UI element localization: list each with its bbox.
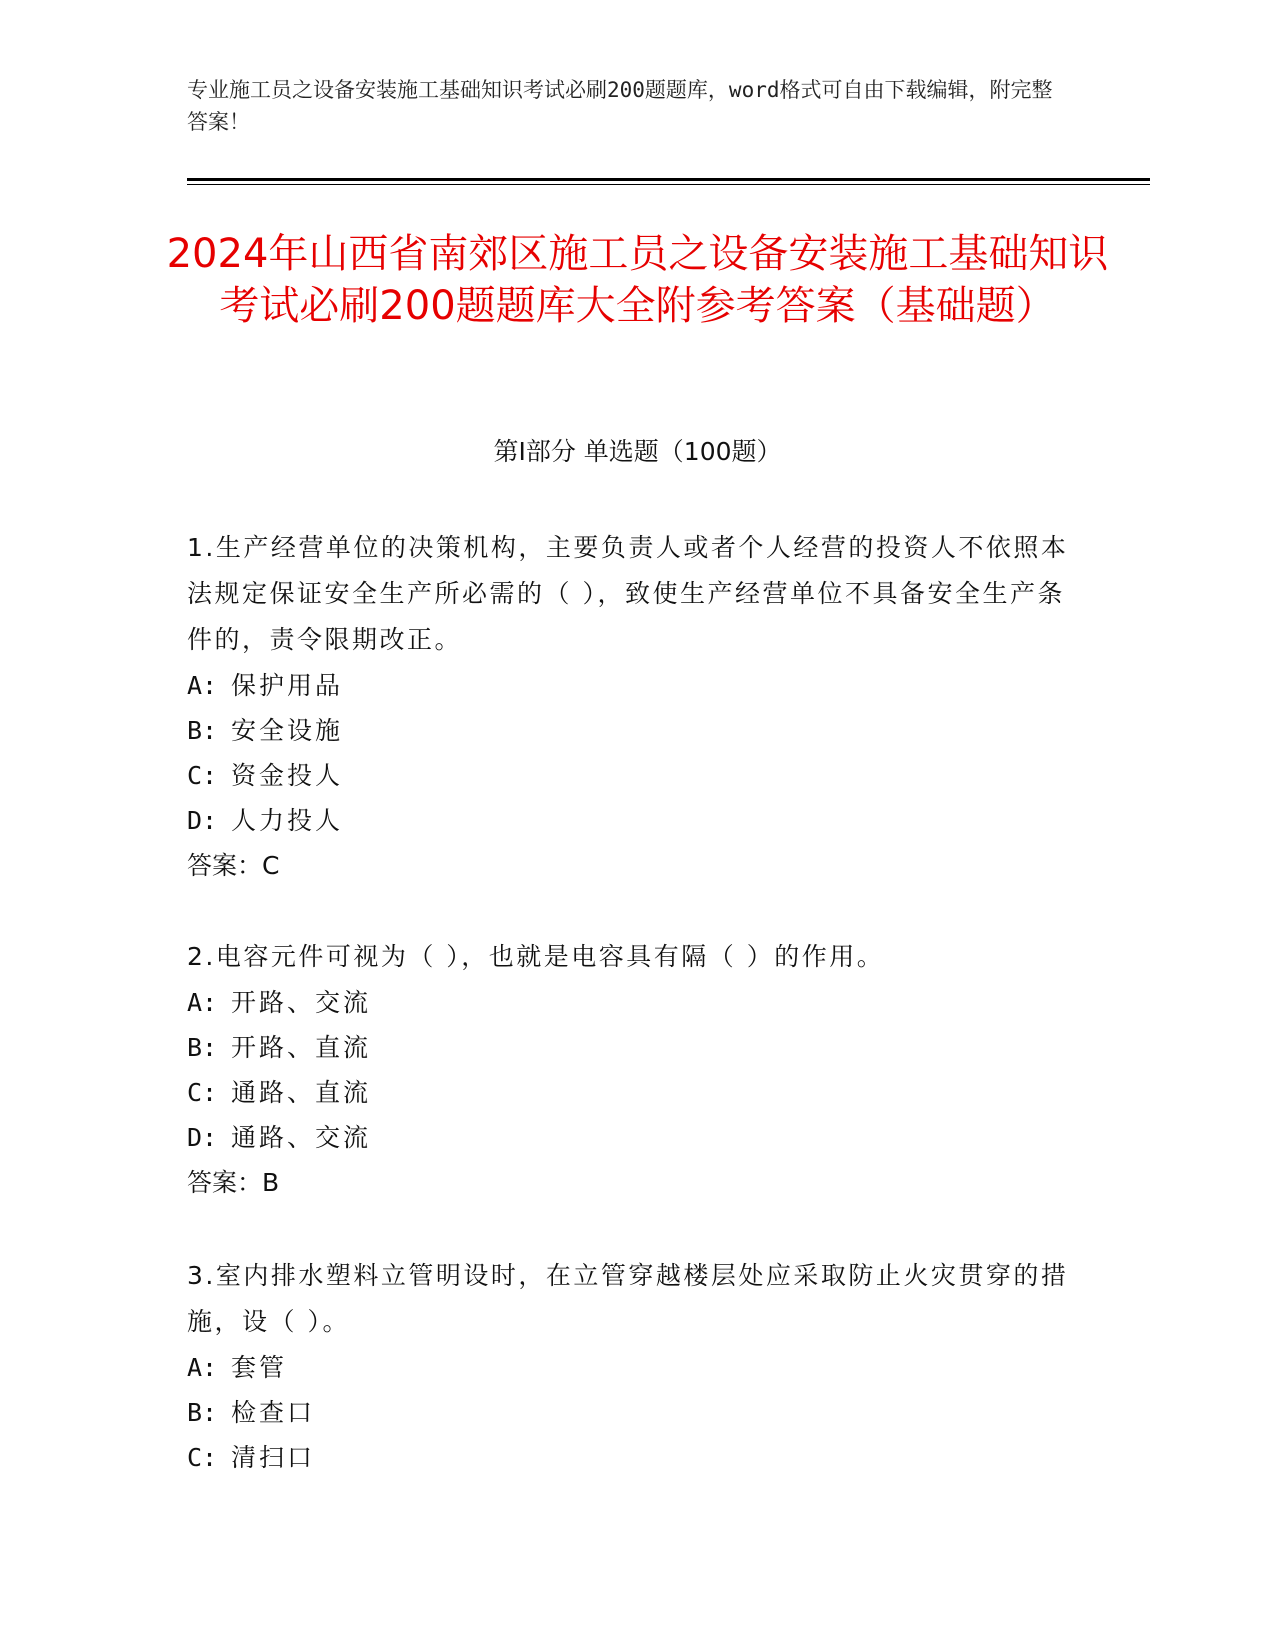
option-text: 人力投人 xyxy=(231,806,344,835)
question-stem: 2.电容元件可视为（ ），也就是电容具有隔（ ）的作用。 xyxy=(187,942,885,971)
option-text: 资金投人 xyxy=(231,761,344,790)
option-letter: B: xyxy=(187,1033,218,1062)
header-divider-thick xyxy=(187,178,1150,181)
section-title: 第I部分 单选题（100题） xyxy=(493,437,782,466)
option-d xyxy=(187,798,1087,843)
option-letter: D: xyxy=(187,1123,218,1152)
option-letter: A: xyxy=(187,988,218,1017)
option-c xyxy=(187,1070,1087,1115)
option-letter: B: xyxy=(187,716,218,745)
question-3 xyxy=(187,1253,1087,1480)
option-b xyxy=(187,1025,1087,1070)
option-letter: A: xyxy=(187,1353,218,1382)
answer: 答案：C xyxy=(187,851,280,880)
option-text: 开路、直流 xyxy=(231,1033,372,1062)
document-title: 2024年山西省南郊区施工员之设备安装施工基础知识考试必刷200题题库大全附参考答案（基础题） xyxy=(166,231,1109,329)
question-stem: 3.室内排水塑料立管明设时，在立管穿越楼层处应采取防止火灾贯穿的措施，设（ ）。 xyxy=(187,1261,1069,1336)
option-a xyxy=(187,980,1087,1025)
option-text: 清扫口 xyxy=(231,1443,316,1472)
header-divider-thin xyxy=(187,184,1150,185)
header-note: 专业施工员之设备安装施工基础知识考试必刷200题题库，word格式可自由下载编辑，附完整答案！ xyxy=(187,78,1053,134)
option-c xyxy=(187,1435,1087,1480)
question-1 xyxy=(187,525,1087,888)
option-text: 安全设施 xyxy=(231,716,344,745)
option-b xyxy=(187,1390,1087,1435)
option-c xyxy=(187,753,1087,798)
option-letter: C: xyxy=(187,1443,218,1472)
option-text: 通路、交流 xyxy=(231,1123,372,1152)
question-stem: 1.生产经营单位的决策机构，主要负责人或者个人经营的投资人不依照本法规定保证安全生产所必需的（ ），致使生产经营单位不具备安全生产条件的，责令限期改正。 xyxy=(187,533,1069,654)
option-d xyxy=(187,1115,1087,1160)
question-2 xyxy=(187,934,1087,1205)
option-a xyxy=(187,663,1087,708)
option-text: 套管 xyxy=(231,1353,288,1382)
option-letter: C: xyxy=(187,1078,218,1107)
answer: 答案：B xyxy=(187,1168,280,1197)
option-a xyxy=(187,1345,1087,1390)
option-letter: D: xyxy=(187,806,218,835)
option-text: 通路、直流 xyxy=(231,1078,372,1107)
option-letter: B: xyxy=(187,1398,218,1427)
option-b xyxy=(187,708,1087,753)
option-text: 检查口 xyxy=(231,1398,316,1427)
option-text: 保护用品 xyxy=(231,671,344,700)
option-text: 开路、交流 xyxy=(231,988,372,1017)
option-letter: A: xyxy=(187,671,218,700)
option-letter: C: xyxy=(187,761,218,790)
